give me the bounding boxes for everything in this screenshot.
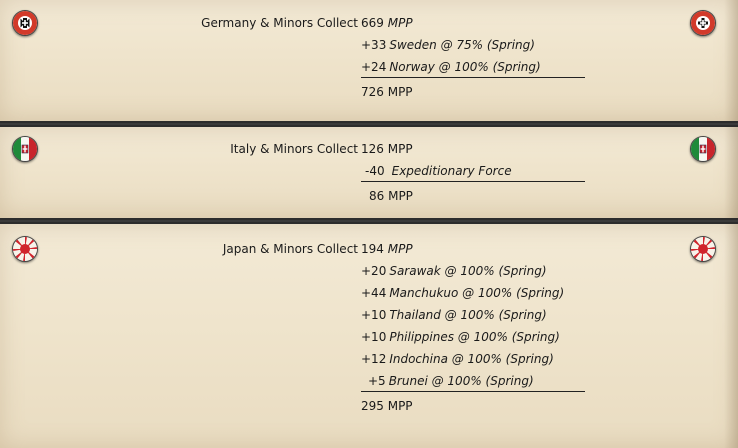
item-amount: +20 bbox=[361, 264, 387, 278]
japan-rising-sun-icon bbox=[12, 236, 38, 262]
item-label: Sweden @ 75% (Spring) bbox=[389, 38, 535, 52]
collect-amount: 194 bbox=[361, 242, 384, 256]
italy-collect-panel bbox=[0, 125, 738, 220]
country-title: Japan & Minors Collect bbox=[222, 242, 358, 256]
italy-flag-icon bbox=[12, 136, 38, 162]
list-item bbox=[361, 308, 547, 322]
item-amount: +24 bbox=[361, 60, 387, 74]
item-amount: +10 bbox=[361, 308, 387, 322]
sum-divider bbox=[361, 77, 585, 78]
italy-flag-icon bbox=[690, 136, 716, 162]
germany-iron-cross-icon bbox=[12, 10, 38, 36]
collect-line bbox=[361, 16, 413, 30]
list-item bbox=[361, 60, 541, 74]
collect-unit: MPP bbox=[387, 142, 413, 156]
collect-unit: MPP bbox=[387, 242, 413, 256]
item-amount: +33 bbox=[361, 38, 387, 52]
item-label: Brunei @ 100% (Spring) bbox=[388, 374, 534, 388]
item-label: Sarawak @ 100% (Spring) bbox=[389, 264, 547, 278]
list-item bbox=[361, 286, 564, 300]
country-title: Germany & Minors Collect bbox=[201, 16, 358, 30]
item-label: Expeditionary Force bbox=[391, 164, 512, 178]
country-title: Italy & Minors Collect bbox=[230, 142, 358, 156]
japan-collect-panel bbox=[0, 222, 738, 448]
item-label: Philippines @ 100% (Spring) bbox=[389, 330, 560, 344]
list-item bbox=[365, 164, 512, 178]
item-amount: +5 bbox=[368, 374, 386, 388]
item-amount: +44 bbox=[361, 286, 387, 300]
sum-divider bbox=[361, 391, 585, 392]
collect-line bbox=[361, 142, 413, 156]
item-label: Thailand @ 100% (Spring) bbox=[389, 308, 547, 322]
item-label: Manchukuo @ 100% (Spring) bbox=[389, 286, 565, 300]
germany-collect-panel bbox=[0, 0, 738, 123]
collect-amount: 669 bbox=[361, 16, 384, 30]
item-amount: +10 bbox=[361, 330, 387, 344]
collect-unit: MPP bbox=[387, 16, 413, 30]
list-item bbox=[368, 374, 534, 388]
japan-rising-sun-icon bbox=[690, 236, 716, 262]
total-mpp: 726 MPP bbox=[361, 85, 413, 99]
item-label: Indochina @ 100% (Spring) bbox=[389, 352, 554, 366]
list-item bbox=[361, 38, 535, 52]
germany-iron-cross-icon bbox=[690, 10, 716, 36]
total-mpp: 86 MPP bbox=[369, 189, 413, 203]
sum-divider bbox=[361, 181, 585, 182]
item-amount: +12 bbox=[361, 352, 387, 366]
collect-line bbox=[361, 242, 413, 256]
list-item bbox=[361, 352, 554, 366]
item-label: Norway @ 100% (Spring) bbox=[389, 60, 541, 74]
list-item bbox=[361, 264, 547, 278]
list-item bbox=[361, 330, 560, 344]
total-mpp: 295 MPP bbox=[361, 399, 413, 413]
item-amount: -40 bbox=[365, 164, 385, 178]
collect-amount: 126 bbox=[361, 142, 384, 156]
